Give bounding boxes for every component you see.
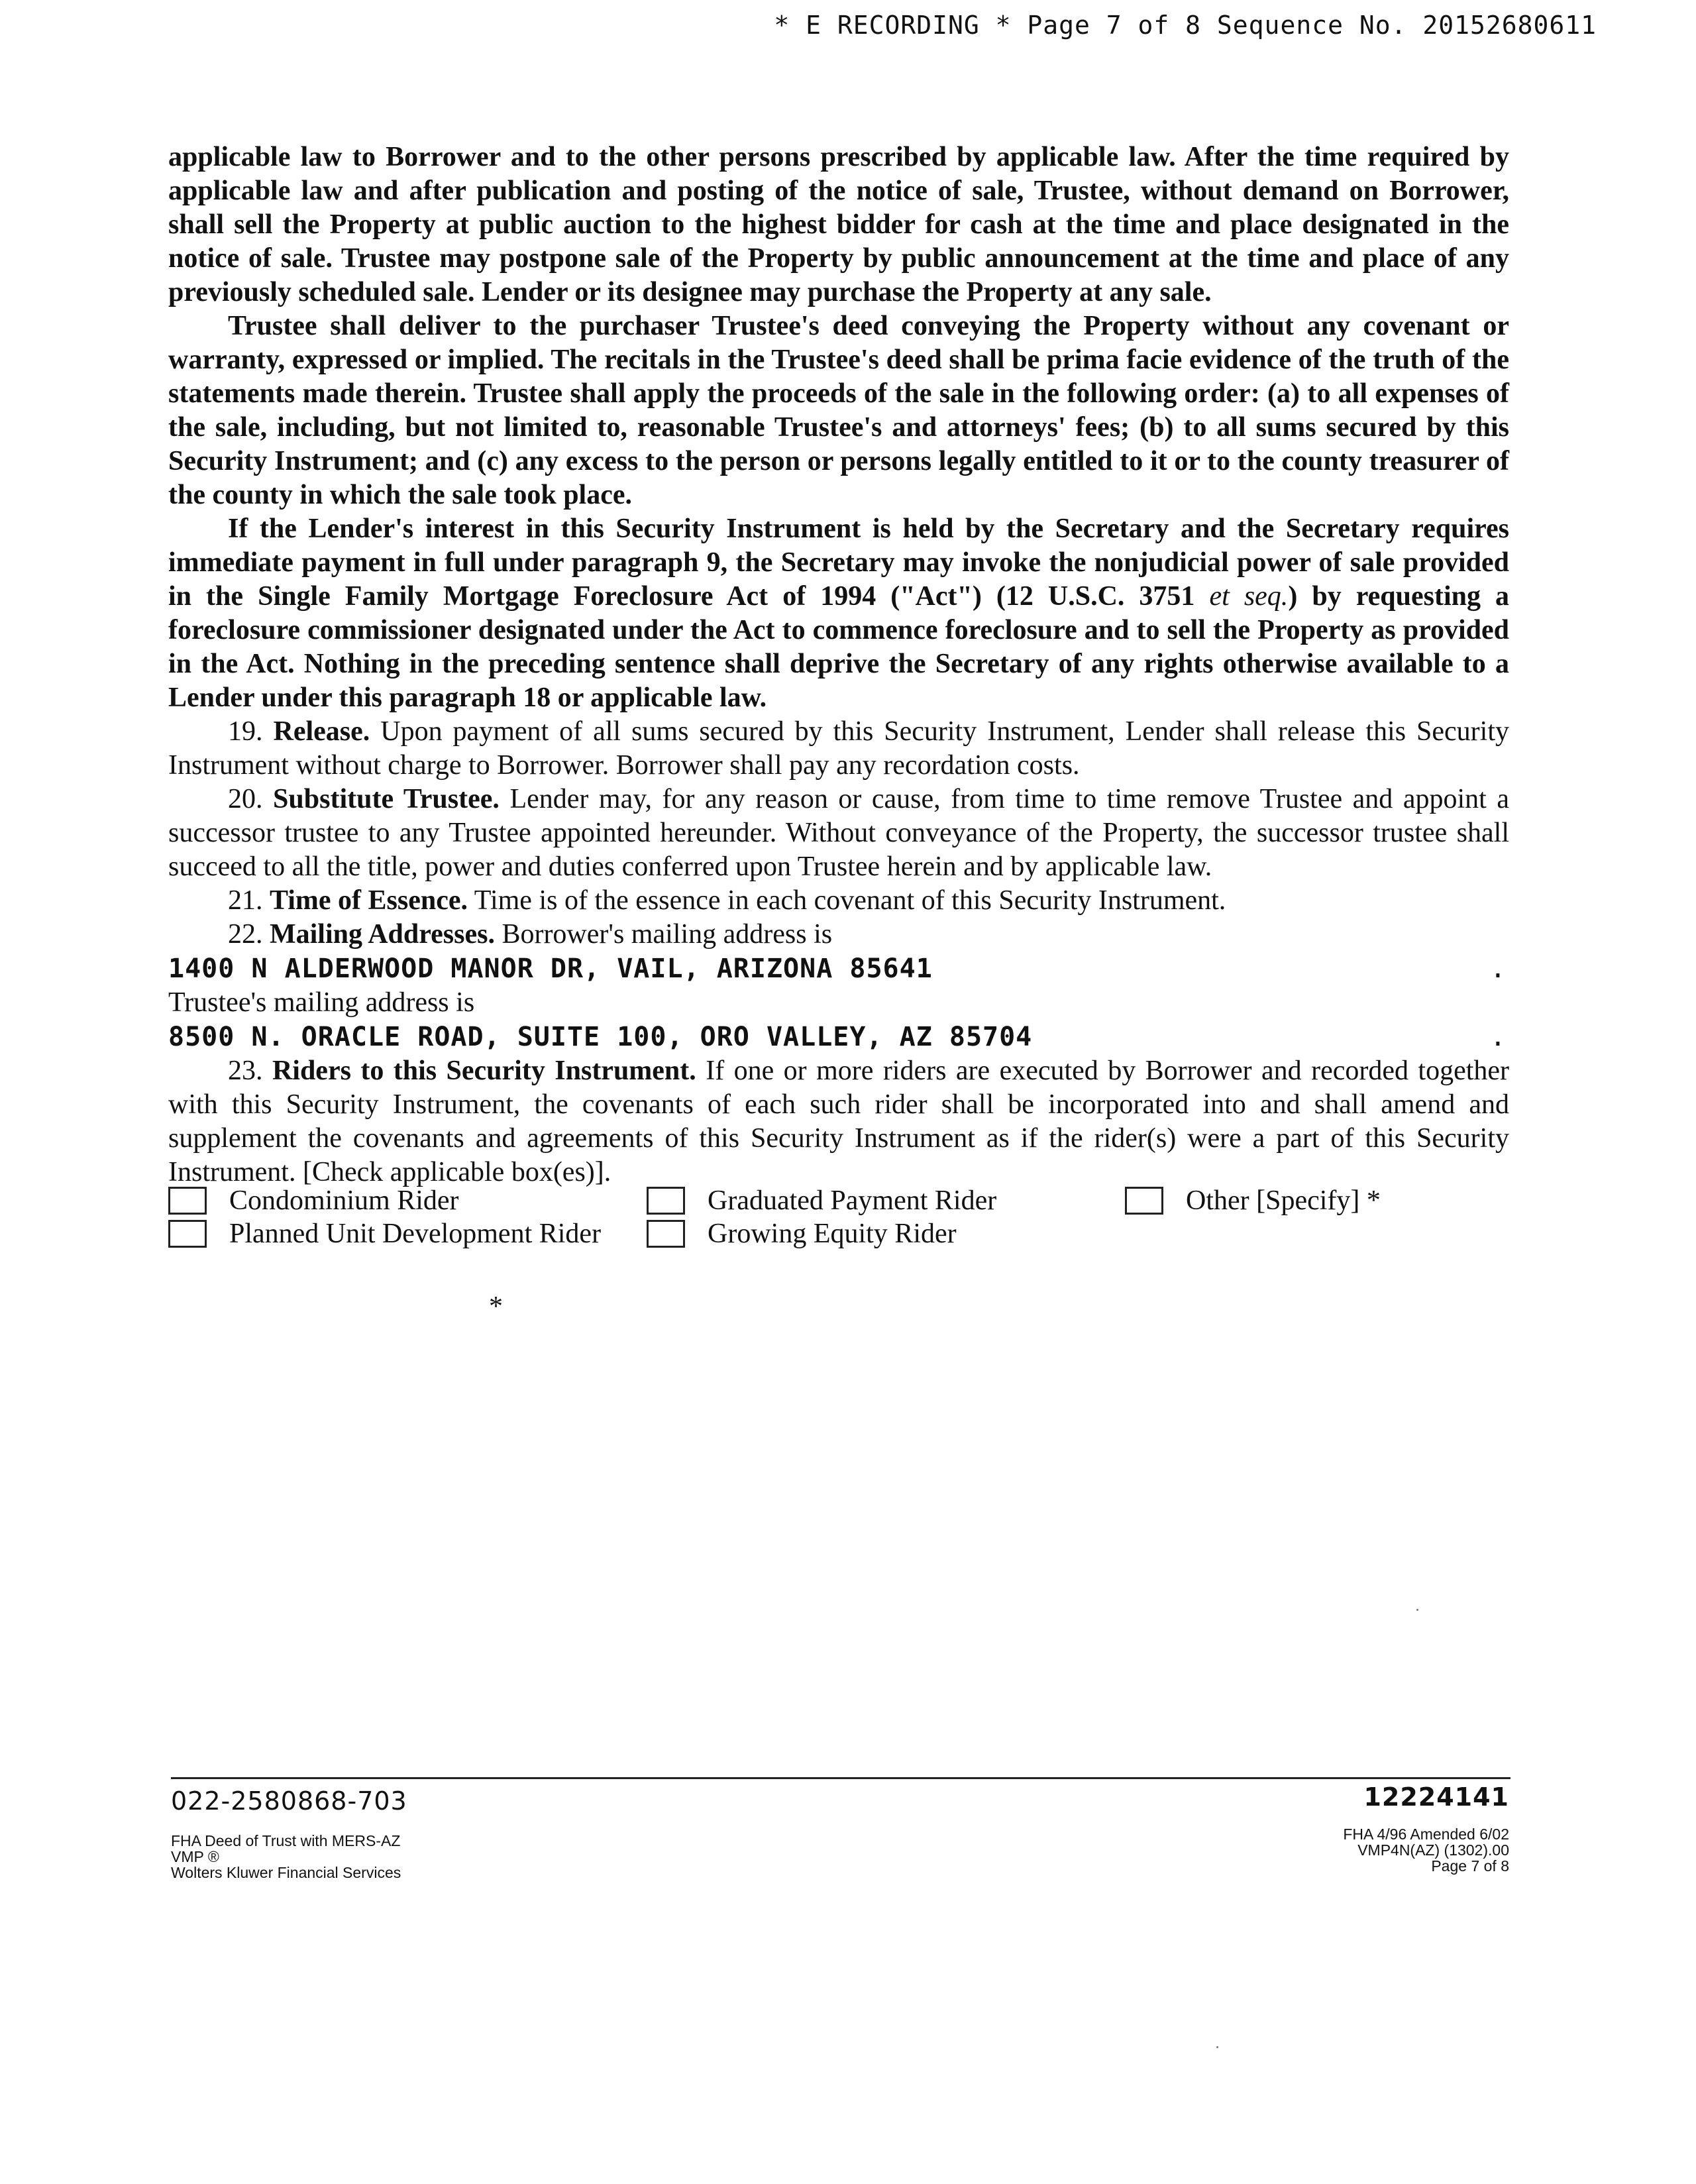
- section-number: 22.: [228, 919, 263, 950]
- paragraph-trustee-deed: Trustee shall deliver to the purchaser Trustee's deed conveying the Property without any covenant or warranty, expressed or implied. The recitals in the Trustee's deed shall be prima facie evidence of the truth of the statements made therein. Trustee shall apply the proceeds of the sale in the following order: (a) to all expenses of the sale, including, but not limited to, reasonable Trustee's and attorneys' fees; (b) to all sums secured by this Security Instrument; and (c) any excess to the person or persons legally entitled to it or to the county treasurer of the county in which the sale took place.: [168, 311, 1509, 510]
- paragraph-sale-notice: applicable law to Borrower and to the other persons prescribed by applicable law. After the time required by applicable law and after publication and posting of the notice of sale, Trustee, without demand on Borrower, shall sell the Property at public auction to the highest bidder for cash at the time and place designated in the notice of sale. Trustee may postpone sale of the Property by public announcement at the time and place of any previously scheduled sale. Lender or its designee may purchase the Property at any sale.: [168, 142, 1509, 307]
- section-text: Time is of the essence in each covenant of this Security Instrument.: [474, 885, 1226, 916]
- section-text: Borrower's mailing address is: [502, 919, 833, 950]
- section-title: Time of Essence.: [270, 885, 468, 916]
- paragraph-secretary-text-b: ) by requesting a foreclosure commissioner designated under the Act to commence foreclosure and to sell the Property as provided in the Act. Nothing in the preceding sentence shall deprive the Secretary of any rights otherwise available to a Lender under this paragraph 18 or applicable law.: [168, 581, 1510, 713]
- section-text: Upon payment of all sums secured by this Security Instrument, Lender shall release this Security Instrument without charge to Borrower. Borrower shall pay any recordation costs.: [168, 716, 1510, 781]
- section-number: 20.: [228, 784, 263, 814]
- trustee-address: 8500 N. ORACLE ROAD, SUITE 100, ORO VALLEY, AZ 85704: [168, 1022, 1033, 1052]
- rider-planned-unit-development[interactable]: [168, 1218, 601, 1250]
- publisher: Wolters Kluwer Financial Services: [171, 1864, 401, 1881]
- section-title: Riders to this Security Instrument.: [272, 1056, 696, 1086]
- section-20-substitute-trustee: [168, 783, 1509, 884]
- section-title: Release.: [273, 716, 370, 747]
- rider-label: Condominium Rider: [229, 1185, 459, 1216]
- rider-label: Growing Equity Rider: [708, 1219, 957, 1249]
- form-info-left: [171, 1833, 401, 1881]
- section-number: 23.: [228, 1056, 263, 1086]
- rider-label: Graduated Payment Rider: [708, 1185, 997, 1216]
- page-label: Page 7 of 8: [1431, 1857, 1509, 1875]
- et-seq-italic: et seq.: [1209, 581, 1289, 612]
- rider-checkboxes: [168, 1185, 1509, 1258]
- rider-condominium[interactable]: [168, 1185, 459, 1217]
- scan-speck: [1416, 1609, 1418, 1611]
- recording-header: * E RECORDING * Page 7 of 8 Sequence No. 20152680611: [774, 11, 1597, 40]
- form-code: VMP4N(AZ) (1302).00: [1357, 1841, 1509, 1859]
- rider-label: Other [Specify] *: [1186, 1185, 1381, 1216]
- paragraph-secretary-text-a: If the Lender's interest in this Security Instrument is held by the Secretary and the Secretary requires immediate payment in full under paragraph 9, the Secretary may invoke the nonjudicial power of sale provided in the Single Family Mortgage Foreclosure Act of 1994 ("Act") (12 U.S.C. 3751: [168, 514, 1509, 612]
- scan-speck: [1216, 2046, 1218, 2048]
- section-text: Lender may, for any reason or cause, from time to time remove Trustee and appoint a successor trustee to any Trustee appointed hereunder. Without conveyance of the Property, the successor trustee shall succeed to all the title, power and duties conferred upon Trustee herein and by applicable law.: [168, 784, 1510, 882]
- section-21-time-of-essence: [168, 884, 1509, 918]
- checkbox[interactable]: [647, 1187, 685, 1215]
- section-23-riders: [168, 1054, 1509, 1189]
- loan-number: 022-2580868-703: [171, 1786, 407, 1816]
- rider-graduated-payment[interactable]: [647, 1185, 996, 1217]
- borrower-address: 1400 N ALDERWOOD MANOR DR, VAIL, ARIZONA 85641: [168, 954, 933, 984]
- trustee-address-label: Trustee's mailing address is: [168, 987, 475, 1018]
- checkbox[interactable]: [1125, 1187, 1163, 1215]
- section-number: 21.: [228, 885, 263, 916]
- section-title: Substitute Trustee.: [273, 784, 500, 814]
- checkbox[interactable]: [647, 1220, 685, 1248]
- form-amended: FHA 4/96 Amended 6/02: [1343, 1826, 1509, 1843]
- footer-divider: [171, 1777, 1510, 1779]
- address-end-dot: .: [1489, 954, 1507, 984]
- borrower-address-line: [168, 952, 1509, 986]
- form-vmp: VMP ®: [171, 1848, 219, 1865]
- section-19-release: [168, 715, 1509, 783]
- checkbox[interactable]: [168, 1220, 207, 1248]
- rider-other[interactable]: [1125, 1185, 1381, 1217]
- rider-growing-equity[interactable]: [647, 1218, 957, 1250]
- trustee-address-line: [168, 1020, 1509, 1054]
- section-text: If one or more riders are executed by Borrower and recorded together with this Security Instrument, the covenants of each such rider shall be incorporated into and shall amend and supplement the covenants and agreements of this Security Instrument as if the rider(s) were a part of this Security Instrument. [Check applicable box(es)].: [168, 1056, 1510, 1187]
- section-number: 19.: [228, 716, 263, 747]
- document-body: [168, 140, 1509, 1189]
- address-end-dot: .: [1489, 1022, 1507, 1052]
- rider-label: Planned Unit Development Rider: [229, 1219, 602, 1249]
- document-id: 12224141: [1363, 1782, 1509, 1812]
- paragraph-secretary-power: [168, 512, 1509, 715]
- form-info-right: [1343, 1826, 1509, 1874]
- form-title: FHA Deed of Trust with MERS-AZ: [171, 1832, 401, 1849]
- checkbox[interactable]: [168, 1187, 207, 1215]
- section-22-mailing-addresses: [168, 918, 1509, 952]
- asterisk-note: *: [489, 1291, 503, 1322]
- section-title: Mailing Addresses.: [270, 919, 495, 950]
